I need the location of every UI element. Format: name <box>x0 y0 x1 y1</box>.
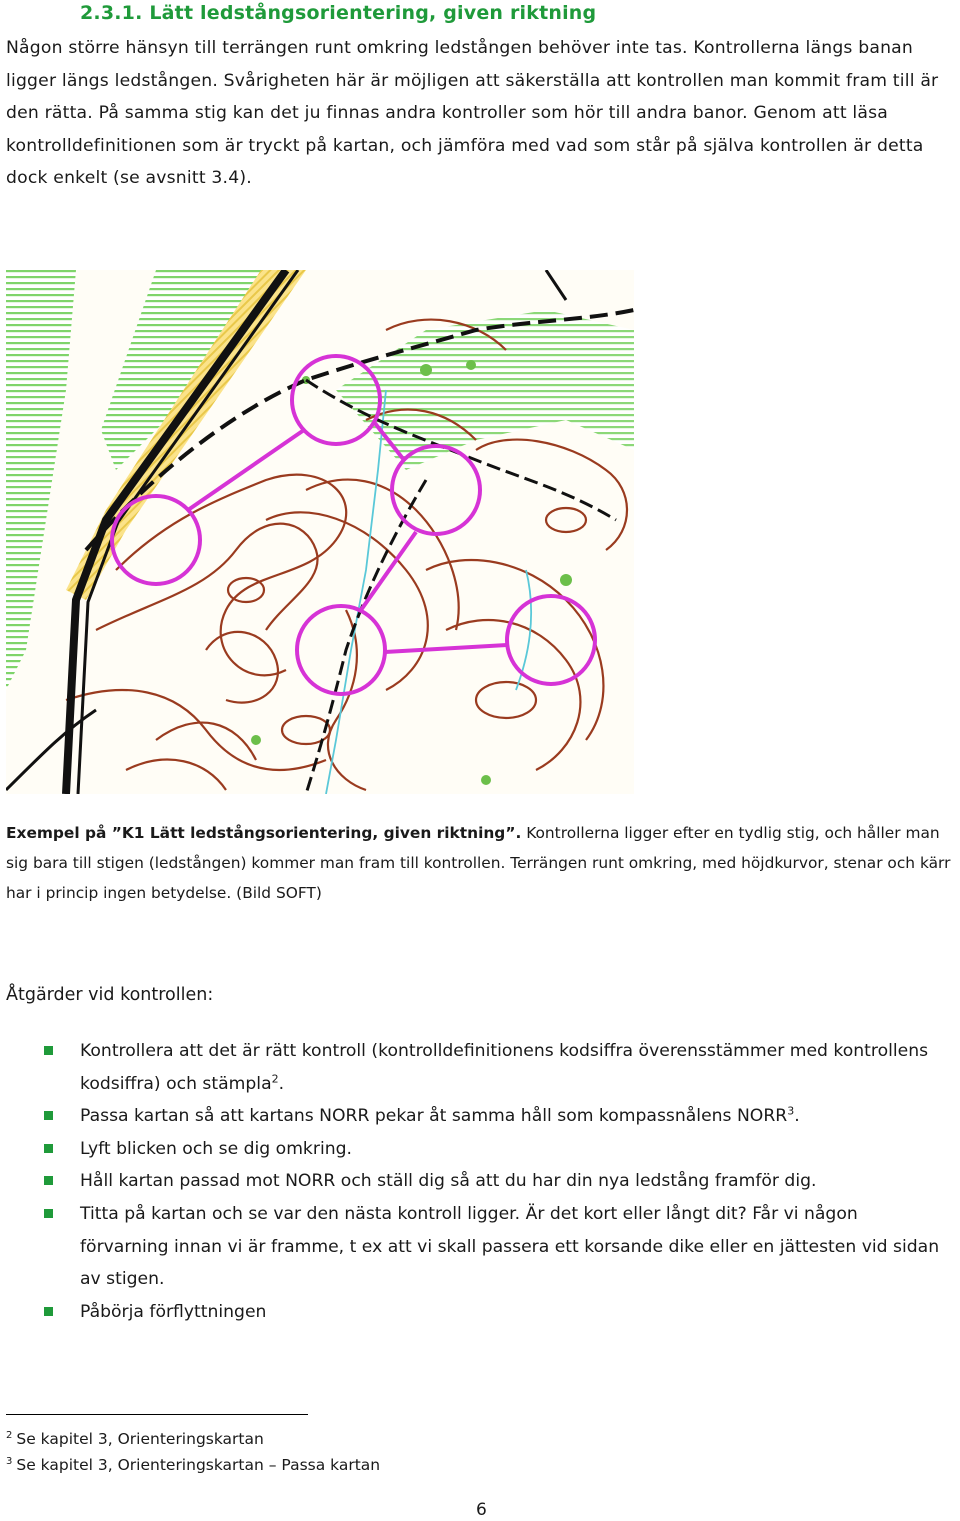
list-item-suffix: . <box>278 1073 285 1094</box>
bullet-square-icon <box>44 1046 53 1055</box>
list-item-text: Lyft blicken och se dig omkring. <box>80 1138 352 1159</box>
bullet-square-icon <box>44 1209 53 1218</box>
list-item-text: Håll kartan passad mot NORR och ställ dig så att du har din nya ledstång framför dig. <box>80 1171 817 1192</box>
section-heading: 2.3.1. Lätt ledstångsorientering, given riktning <box>80 2 597 24</box>
bullet-square-icon <box>44 1111 53 1120</box>
list-item-text: Titta på kartan och se var den nästa kontroll ligger. Är det kort eller långt dit? Får vi någon förvarning innan vi är framme, t ex att vi skall passera ett korsande dike eller en jättesten vid sidan av stigen. <box>80 1203 940 1290</box>
list-item <box>44 1296 944 1329</box>
list-item <box>44 1035 944 1100</box>
list-item-text: Kontrollera att det är rätt kontroll (kontrolldefinitionens kodsiffra överensstämmer med kontrollens kodsiffra) och stämpla <box>80 1041 929 1094</box>
footnote-text: Se kapitel 3, Orienteringskartan <box>16 1430 264 1449</box>
list-item <box>44 1165 944 1198</box>
footnote-divider <box>6 1414 308 1415</box>
list-item-text: Passa kartan så att kartans NORR pekar åt samma håll som kompassnålens NORR <box>80 1106 788 1127</box>
list-item <box>44 1198 944 1296</box>
list-item-text: Påbörja förflyttningen <box>80 1301 267 1322</box>
footnote-ref: 2 <box>271 1071 279 1085</box>
list-item <box>44 1100 944 1133</box>
bullet-square-icon <box>44 1176 53 1185</box>
footnote-2 <box>6 1430 264 1448</box>
footnote-text: Se kapitel 3, Orienteringskartan – Passa kartan <box>16 1456 381 1475</box>
figure-caption <box>6 818 960 908</box>
caption-title: Exempel på ”K1 Lätt ledstångsorientering, given riktning”. <box>6 824 522 842</box>
orienteering-map <box>6 270 634 794</box>
footnote-number: 3 <box>6 1456 13 1467</box>
caption-text: Kontrollerna ligger efter en tydlig stig, och håller man sig bara till stigen (ledstången) kommer man fram till kontrollen. Terrängen runt omkring, med höjdkurvor, stenar och kärr har i princip ingen betydelse. (Bild SOFT) <box>6 824 951 902</box>
intro-paragraph: Någon större hänsyn till terrängen runt omkring ledstången behöver inte tas. Kontrollerna längs banan ligger längs ledstången. Svårigheten här är möjligen att säkerställa att kontrollen man kommit fram till är den rätta. På samma stig kan det ju finnas andra kontroller som hör till andra banor. Genom att läsa kontrolldefinitionen som är tryckt på kartan, och jämföra med vad som står på själva kontrollen är detta dock enkelt (se avsnitt 3.4). <box>6 38 939 189</box>
bullet-square-icon <box>44 1144 53 1153</box>
actions-list <box>44 1035 944 1328</box>
bullet-square-icon <box>44 1307 53 1316</box>
footnote-number: 2 <box>6 1430 13 1441</box>
list-item-suffix: . <box>794 1106 800 1127</box>
footnote-ref: 3 <box>787 1104 795 1118</box>
actions-heading: Åtgärder vid kontrollen: <box>6 985 214 1005</box>
page-number: 6 <box>476 1500 487 1520</box>
footnote-3 <box>6 1456 380 1474</box>
list-item <box>44 1133 944 1166</box>
